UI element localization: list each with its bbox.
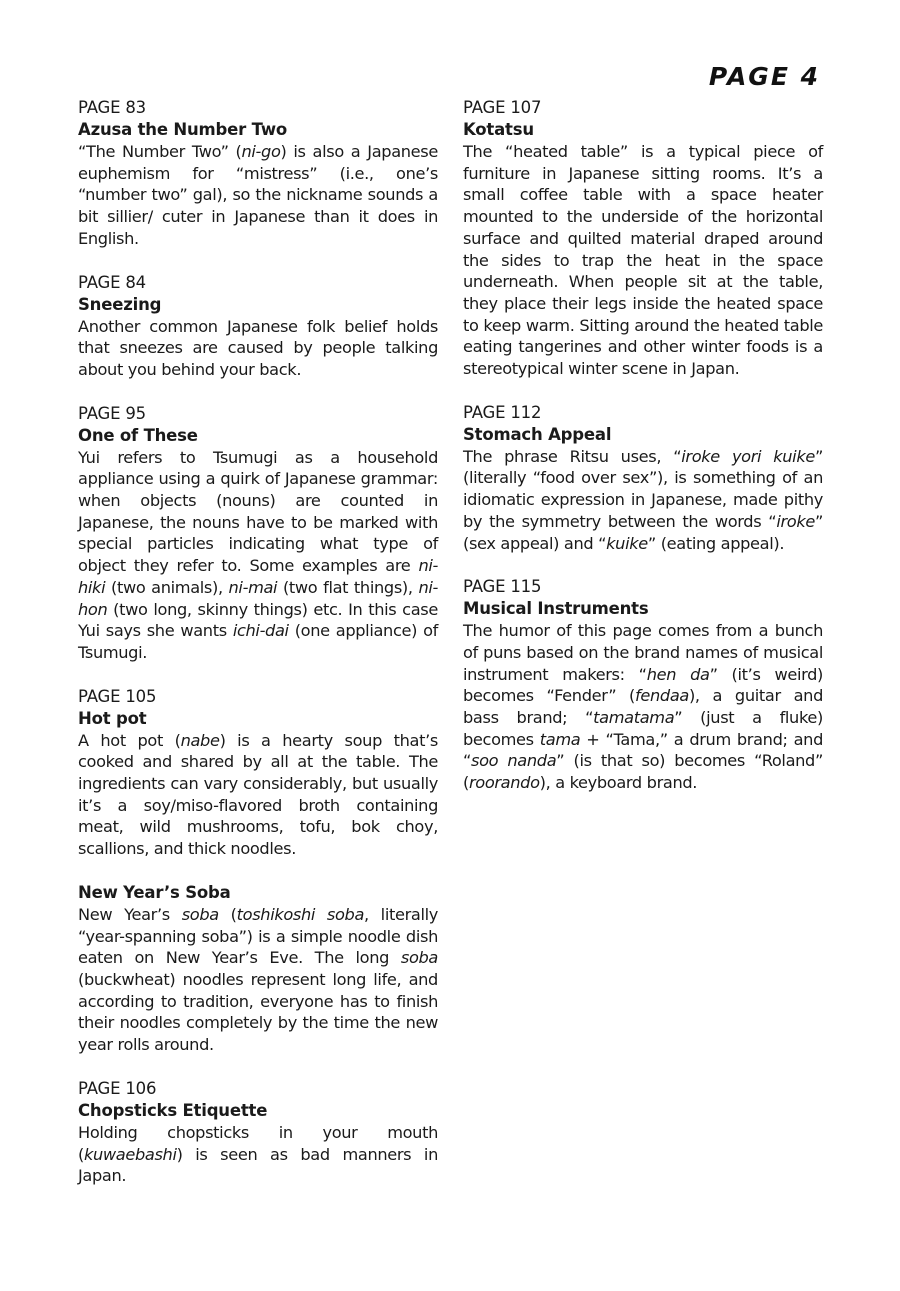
text-run: ” (it’s weird) becomes “Fender” ( (463, 664, 824, 706)
note-entry (463, 402, 823, 555)
italic-term: soba (181, 904, 219, 924)
entry-body (463, 141, 823, 380)
text-run: (two long, skinny things) etc. In this case Yui says she wants (78, 599, 438, 641)
page-reference: PAGE 83 (78, 98, 146, 117)
text-run: ) is seen as bad manners in Japan. (78, 1144, 438, 1186)
text-run: Another common Japanese folk belief holds that sneezes are caused by people talking about you behind your back. (78, 316, 438, 379)
entry-title: Chopsticks Etiquette (78, 1100, 268, 1120)
text-run: ) is a hearty soup that’s cooked and shared by all at the table. The ingredients can vary considerably, but usually it’s a soy/miso-flavored broth containing meat, wild mushrooms, tofu, bok choy, scallions, and thick noodles. (78, 730, 438, 859)
entry-body (78, 1122, 438, 1187)
text-run: ” (literally “food over sex”), is something of an idiomatic expression in Japanese, made pithy by the symmetry between the words “ (463, 446, 823, 531)
entry-title: Musical Instruments (463, 599, 649, 619)
text-run: Yui refers to Tsumugi as a household appliance using a quirk of Japanese grammar: when objects (nouns) are counted in Japanese, the nouns have to be marked with special particles indicating what type of object they refer to. Some examples are (78, 447, 438, 576)
page-reference: PAGE 107 (463, 98, 542, 117)
entry-title: Kotatsu (463, 120, 534, 139)
italic-term: kuwaebashi (83, 1144, 177, 1164)
entry-body (78, 141, 438, 250)
note-entry (463, 97, 823, 380)
entry-title: Stomach Appeal (463, 424, 612, 444)
entry-body (463, 446, 823, 555)
italic-term: ichi-dai (232, 621, 289, 641)
note-entry (78, 403, 438, 664)
text-run: (two flat things), (277, 577, 419, 597)
entry-body (78, 316, 438, 381)
note-entry (78, 1078, 438, 1187)
italic-term: ni-hiki (78, 556, 438, 597)
page-reference: PAGE 112 (463, 402, 542, 422)
entry-body (78, 447, 438, 664)
page-reference: PAGE 106 (78, 1078, 157, 1098)
italic-term: hen da (646, 664, 710, 684)
entry-body (463, 620, 823, 794)
entry-title: Sneezing (78, 294, 162, 314)
text-run: (two animals), (105, 577, 229, 597)
page-reference: PAGE 105 (78, 686, 157, 706)
italic-term: iroke (776, 511, 815, 531)
italic-term: roorando (468, 773, 540, 793)
text-run: (one appliance) of Tsumugi. (78, 621, 438, 662)
italic-term: tamatama (593, 708, 675, 728)
right-column (463, 97, 823, 816)
text-run: ” (is that so) becomes “Roland” ( (463, 751, 824, 793)
entry-body (78, 904, 438, 1056)
text-run: ), a keyboard brand. (539, 773, 698, 793)
entry-title: Hot pot (78, 708, 147, 728)
entry-body (78, 730, 438, 860)
note-entry (78, 882, 438, 1056)
page-reference: PAGE 115 (463, 577, 542, 597)
note-entry (78, 97, 438, 250)
italic-term: tama (539, 729, 581, 749)
italic-term: iroke yori kuike (681, 446, 815, 466)
text-run: ), a guitar and bass brand; “ (463, 686, 823, 728)
text-run: ” (sex appeal) and “ (463, 511, 823, 553)
italic-term: toshikoshi soba (236, 904, 365, 924)
italic-term: soba (400, 948, 438, 968)
text-run: The “heated table” is a typical piece of furniture in Japanese sitting rooms. It’s a small coffee table with a space heater mounted to the underside of the horizontal surface and quilted material draped around the sides to trap the heat in the space underneath. When people sit at the table, they place their legs inside the heated space to keep warm. Sitting around the heated table eating tangerines and other winter foods is a stereotypical winter scene in Japan. (463, 142, 823, 379)
text-run: , literally “year-spanning soba”) is a simple noodle dish eaten on New Year’s Eve. The long (78, 904, 438, 968)
text-run: The humor of this page comes from a bunch of puns based on the brand names of musical instrument makers: “ (463, 621, 823, 684)
text-run: A hot pot ( (78, 730, 181, 750)
italic-term: ni-hon (78, 577, 438, 619)
italic-term: ni-go (241, 142, 281, 161)
italic-term: ni-mai (228, 577, 278, 597)
text-run: ” (eating appeal). (647, 533, 785, 553)
text-run: (buckwheat) noodles represent long life, and according to tradition, everyone has to finish their noodles completely by the time the new year rolls around. (78, 969, 438, 1055)
note-entry (78, 272, 438, 381)
text-run: New Year’s (78, 904, 182, 924)
page-reference: PAGE 84 (78, 272, 146, 292)
italic-term: soo nanda (471, 751, 557, 771)
text-run: ( (218, 904, 237, 924)
entry-title: New Year’s Soba (78, 882, 231, 902)
text-run: ” (just a fluke) becomes (463, 708, 823, 749)
left-column (78, 97, 438, 1209)
note-entry (463, 576, 823, 794)
text-run: The phrase Ritsu uses, “ (463, 446, 682, 466)
italic-term: fendaa (635, 686, 689, 706)
entry-title: One of These (78, 425, 198, 445)
page-reference: PAGE 95 (78, 403, 146, 423)
text-run: “The Number Two” ( (78, 142, 242, 161)
note-entry (78, 686, 438, 860)
text-run: + “Tama,” a drum brand; and “ (463, 729, 824, 771)
text-run: ) is also a Japanese euphemism for “mistress” (i.e., one’s “number two” gal), so the nickname sounds a bit sillier/ cuter in Japanese than it does in English. (78, 142, 438, 248)
italic-term: kuike (606, 533, 648, 553)
text-run: Holding chopsticks in your mouth ( (78, 1122, 438, 1164)
entry-title: Azusa the Number Two (78, 120, 288, 139)
page-number-header: PAGE 4 (708, 62, 820, 91)
italic-term: nabe (180, 730, 220, 750)
